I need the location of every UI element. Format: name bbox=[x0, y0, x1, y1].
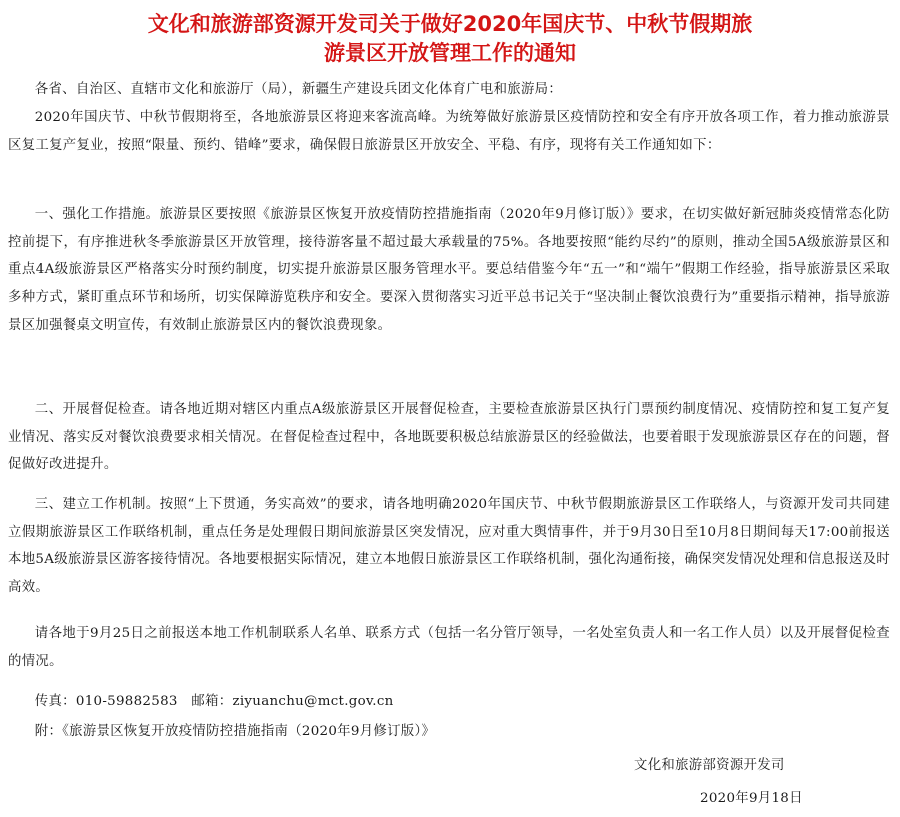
issue-date: 2020年9月18日 bbox=[700, 791, 803, 806]
salutation: 各省、自治区、直辖市文化和旅游厅（局），新疆生产建设兵团文化体育广电和旅游局： bbox=[34, 82, 563, 97]
document-title-line-2: 游景区开放管理工作的通知 bbox=[324, 41, 576, 65]
section-2-paragraph: 二、开展督促检查。请各地近期对辖区内重点A级旅游景区开展督促检查，主要检查旅游景区执行门票预约制度情况、疫情防控和复工复产复业情况、落实反对餐饮浪费要求相关情况。在督促检查过程中，各地既要积极总结旅游景区的经验做法，也要着眼于发现旅游景区存在的问题，督促做好改进提升。 bbox=[8, 402, 890, 473]
section-3-paragraph: 三、建立工作机制。按照“上下贯通，务实高效”的要求，请各地明确2020年国庆节、中秋节假期旅游景区工作联络人，与资源开发司共同建立假期旅游景区工作联络机制，重点任务是处理假日期间旅游景区突发情况，应对重大舆情事件，并于9月30日至10月8日期间每天17:00前报送本地5A级旅游景区游客接待情况。各地要根据实际情况，建立本地假日旅游景区工作联络机制，强化沟通衔接，确保突发情况处理和信息报送及时高效。 bbox=[8, 497, 890, 596]
issuer-signature: 文化和旅游部资源开发司 bbox=[634, 758, 785, 773]
request-paragraph: 请各地于9月25日之前报送本地工作机制联系人名单、联系方式（包括一名分管厅领导，一名处室负责人和一名工作人员）以及开展督促检查的情况。 bbox=[8, 626, 890, 669]
attachment-line: 附：《旅游景区恢复开放疫情防控措施指南（2020年9月修订版）》 bbox=[34, 724, 436, 739]
intro-paragraph: 2020年国庆节、中秋节假期将至，各地旅游景区将迎来客流高峰。为统筹做好旅游景区疫情防控和安全有序开放各项工作，着力推动旅游景区复工复产复业，按照“限量、预约、错峰”要求，确保假日旅游景区开放安全、平稳、有序，现将有关工作通知如下： bbox=[8, 110, 890, 153]
section-1-paragraph: 一、强化工作措施。旅游景区要按照《旅游景区恢复开放疫情防控措施指南（2020年9月修订版）》要求，在切实做好新冠肺炎疫情常态化防控前提下，有序推进秋冬季旅游景区开放管理，接待游客量不超过最大承载量的75%。各地要按照“能约尽约”的原则，推动全国5A级旅游景区和重点4A级旅游景区严格落实分时预约制度，切实提升旅游景区服务管理水平。要总结借鉴今年“五一”和“端午”假期工作经验，指导旅游景区采取多种方式，紧盯重点环节和场所，切实保障游览秩序和安全。要深入贯彻落实习近平总书记关于“坚决制止餐饮浪费行为”重要指示精神，指导旅游景区加强餐桌文明宣传，有效制止旅游景区内的餐饮浪费现象。 bbox=[8, 207, 890, 333]
contact-line: 传真：010-59882583 邮箱：ziyuanchu@mct.gov.cn bbox=[34, 694, 394, 709]
document-title-line-1: 文化和旅游部资源开发司关于做好2020年国庆节、中秋节假期旅 bbox=[147, 12, 753, 36]
